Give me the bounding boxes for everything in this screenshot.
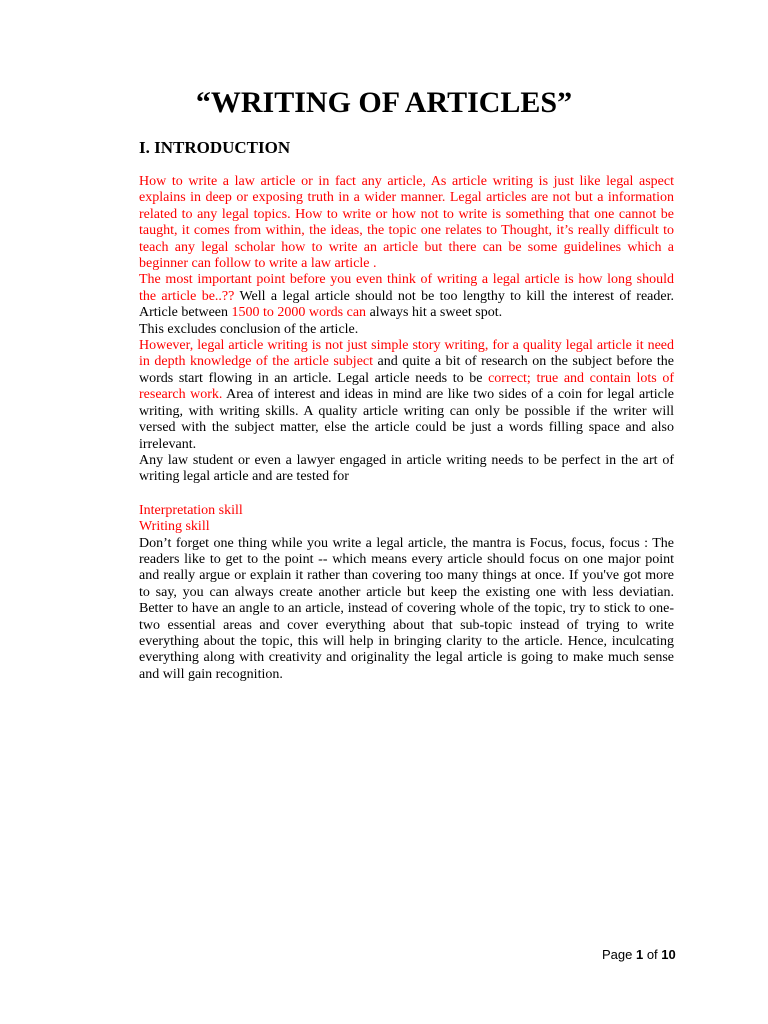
document-body xyxy=(139,174,674,683)
paragraph-length xyxy=(139,272,674,321)
page-of-word: of xyxy=(643,947,662,962)
text-length-a: Well a legal article should not be too lengthy to kill the interest of reader. Article between xyxy=(139,288,675,321)
highlight-quality: However, legal article writing is not just simple story writing, for a quality legal article it need in depth knowledge of the article subject xyxy=(139,338,674,370)
document-title: “WRITING OF ARTICLES” xyxy=(195,86,573,119)
skill-interpretation: Interpretation skill xyxy=(139,502,243,518)
text-length-b: always hit a sweet spot. xyxy=(366,305,503,321)
highlight-word-count: 1500 to 2000 words can xyxy=(231,305,367,321)
highlight-length-question: The most important point before you even think of writing a legal article is how long should the article be..?? xyxy=(139,272,674,304)
page-current: 1 xyxy=(635,947,644,962)
paragraph-tested: Any law student or even a lawyer engaged in article writing needs to be perfect in the art of writing legal article and are tested for xyxy=(139,452,674,485)
paragraph-quality xyxy=(139,338,674,453)
paragraph-intro: How to write a law article or in fact any article, As article writing is just like legal aspect explains in deep or exposing truth in a wider manner. Legal articles are not but a information related to any legal topics. How to write or how not to write is something that one cannot be taught, it comes from within, the ideas, the topic one relates to Thought, it’s really difficult to teach any legal scholar how to write an article but there can be some guidelines which a beginner can follow to write a law article . xyxy=(139,174,674,272)
page-number xyxy=(602,947,676,962)
page-word: Page xyxy=(602,947,636,962)
section-heading: I. INTRODUCTION xyxy=(139,138,291,157)
highlight-correct: correct; true and contain lots of research work. xyxy=(139,370,674,403)
spacer xyxy=(139,486,674,503)
paragraph-focus: Don’t forget one thing while you write a legal article, the mantra is Focus, focus, focus : The readers like to get to the point -- which means every article should focus on one major point and really argue or explain it rather than covering too many things at once. If you've got more to say, you can always create another article but keep the existing one with less deviatian. Better to have an angle to an article, instead of covering whole of the topic, try to stick to one-two essential areas and cover everything about that sub-topic instead of trying to write everything about the topic, this will help in bringing clarity to the article. Hence, inculcating everything along with creativity and originality the legal article is going to make much sense and will gain recognition. xyxy=(139,535,674,682)
text-quality-b: Area of interest and ideas in mind are like two sides of a coin for legal article writing, with writing skills. A quality article writing can only be possible if the writer will versed with the subject matter, else the article could be just a words filling space and also irrelevant. xyxy=(139,387,675,452)
skill-writing: Writing skill xyxy=(139,519,210,535)
text-quality-a: and quite a bit of research on the subject before the words start flowing in an article. Legal article needs to be xyxy=(139,354,674,386)
paragraph-excludes: This excludes conclusion of the article. xyxy=(139,321,359,337)
page-total: 10 xyxy=(661,947,676,962)
